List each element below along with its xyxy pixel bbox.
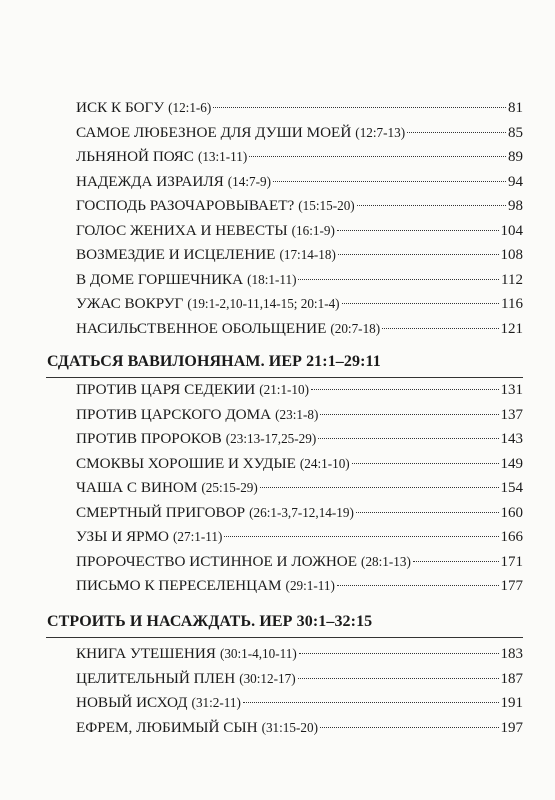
entry-title: ПИСЬМО К ПЕРЕСЕЛЕНЦАМ xyxy=(76,577,282,594)
dot-leader xyxy=(213,107,506,108)
entry-title: ВОЗМЕЗДИЕ И ИСЦЕЛЕНИЕ xyxy=(76,246,276,263)
toc-entry xyxy=(76,427,523,452)
toc-entry xyxy=(76,667,523,692)
entry-page-number: 154 xyxy=(500,480,523,496)
section-heading: СДАТЬСЯ ВАВИЛОНЯНАМ. ИЕР 21:1–29:11 xyxy=(47,353,381,370)
entry-reference: (27:1-11) xyxy=(173,529,223,544)
entry-reference: (23:13-17,25-29) xyxy=(225,431,317,446)
entry-reference: (26:1-3,7-12,14-19) xyxy=(249,504,354,520)
entry-title: УЗЫ И ЯРМО xyxy=(76,528,170,545)
entry-title: НАСИЛЬСТВЕННОЕ ОБОЛЬЩЕНИЕ xyxy=(76,319,327,337)
dot-leader xyxy=(356,512,499,513)
toc-entries-group-2 xyxy=(76,378,523,599)
entry-reference: (23:1-8) xyxy=(275,406,319,422)
dot-leader xyxy=(260,487,499,488)
toc-entry xyxy=(76,194,523,219)
dot-leader xyxy=(273,181,506,182)
entry-page-number: 89 xyxy=(508,149,523,165)
entry-reference: (31:2-11) xyxy=(191,695,241,710)
dot-leader xyxy=(243,702,499,703)
dot-leader xyxy=(320,727,499,728)
toc-entry xyxy=(76,452,523,477)
dot-leader xyxy=(357,205,506,206)
dot-leader xyxy=(249,156,506,157)
entry-title: ЧАША С ВИНОМ xyxy=(76,479,198,496)
entry-reference: (20:7-18) xyxy=(330,320,381,336)
entry-reference: (31:15-20) xyxy=(261,719,318,735)
entry-reference: (14:7-9) xyxy=(227,173,271,189)
section-divider xyxy=(46,637,523,638)
entry-page-number: 121 xyxy=(500,320,523,337)
entry-title: СМЕРТНЫЙ ПРИГОВОР xyxy=(76,503,246,521)
toc-entry xyxy=(76,268,523,293)
entry-reference: (24:1-10) xyxy=(299,455,350,471)
dot-leader xyxy=(342,303,499,304)
entry-title: УЖАС ВОКРУГ xyxy=(76,295,184,312)
entry-reference: (15:15-20) xyxy=(298,198,355,213)
entry-page-number: 116 xyxy=(501,296,523,312)
toc-entries-group-1 xyxy=(76,96,523,341)
entry-title: НАДЕЖДА ИЗРАИЛЯ xyxy=(76,172,224,190)
toc-entry xyxy=(76,501,523,526)
entry-page-number: 104 xyxy=(500,222,523,239)
dot-leader xyxy=(352,463,499,464)
dot-leader xyxy=(299,653,499,654)
toc-entry xyxy=(76,476,523,501)
entry-page-number: 112 xyxy=(501,271,523,288)
entry-reference: (29:1-11) xyxy=(285,578,335,593)
toc-entry xyxy=(76,243,523,268)
entry-page-number: 143 xyxy=(500,431,523,447)
toc-entry xyxy=(76,550,523,575)
toc-entry xyxy=(76,403,523,428)
entry-page-number: 137 xyxy=(500,406,523,423)
entry-page-number: 108 xyxy=(500,247,523,263)
entry-title: ЦЕЛИТЕЛЬНЫЙ ПЛЕН xyxy=(76,669,236,687)
entry-reference: (12:1-6) xyxy=(168,100,212,115)
entry-page-number: 177 xyxy=(500,578,523,594)
toc-entry xyxy=(76,378,523,403)
entry-reference: (12:7-13) xyxy=(355,124,406,140)
entry-reference: (18:1-11) xyxy=(247,271,297,287)
toc-entry xyxy=(76,642,523,667)
entry-title: В ДОМЕ ГОРШЕЧНИКА xyxy=(76,270,244,288)
entry-title: СМОКВЫ ХОРОШИЕ И ХУДЫЕ xyxy=(76,454,296,472)
entry-title: ПРОТИВ ЦАРСКОГО ДОМА xyxy=(76,405,272,423)
entry-page-number: 171 xyxy=(500,553,523,570)
entry-page-number: 149 xyxy=(500,455,523,472)
entry-title: ПРОТИВ ПРОРОКОВ xyxy=(76,430,222,447)
section-heading: СТРОИТЬ И НАСАЖДАТЬ. ИЕР 30:1–32:15 xyxy=(47,613,373,630)
entry-reference: (16:1-9) xyxy=(291,222,335,238)
toc-entry xyxy=(76,96,523,121)
entry-page-number: 81 xyxy=(508,100,523,116)
entry-reference: (25:15-29) xyxy=(201,480,258,495)
entry-reference: (30:1-4,10-11) xyxy=(219,646,297,661)
entry-page-number: 160 xyxy=(500,504,523,521)
toc-entries-group-3 xyxy=(76,642,523,740)
toc-entry xyxy=(76,219,523,244)
dot-leader xyxy=(337,585,499,586)
entry-title: ПРОРОЧЕСТВО ИСТИННОЕ И ЛОЖНОЕ xyxy=(76,552,358,570)
entry-page-number: 183 xyxy=(500,646,523,662)
entry-title: ГОЛОС ЖЕНИХА И НЕВЕСТЫ xyxy=(76,221,288,239)
entry-page-number: 98 xyxy=(508,198,523,214)
entry-reference: (28:1-13) xyxy=(361,553,411,569)
dot-leader xyxy=(407,132,506,133)
toc-entry xyxy=(76,317,523,342)
dot-leader xyxy=(318,438,498,439)
toc-entry xyxy=(76,145,523,170)
entry-title: САМОЕ ЛЮБЕЗНОЕ ДЛЯ ДУШИ МОЕЙ xyxy=(76,123,352,141)
entry-page-number: 187 xyxy=(500,670,523,687)
entry-page-number: 166 xyxy=(500,529,523,545)
dot-leader xyxy=(298,678,499,679)
entry-title: ЛЬНЯНОЙ ПОЯС xyxy=(76,148,194,165)
entry-title: ПРОТИВ ЦАРЯ СЕДЕКИИ xyxy=(76,381,256,398)
dot-leader xyxy=(224,536,498,537)
entry-title: ИСК К БОГУ xyxy=(76,99,165,116)
entry-title: КНИГА УТЕШЕНИЯ xyxy=(76,645,216,662)
toc-entry xyxy=(76,525,523,550)
entry-page-number: 197 xyxy=(500,719,523,736)
entry-page-number: 94 xyxy=(508,173,523,190)
entry-page-number: 191 xyxy=(500,695,523,711)
dot-leader xyxy=(413,561,499,562)
toc-entry xyxy=(76,574,523,599)
entry-reference: (21:1-10) xyxy=(259,382,310,397)
toc-entry xyxy=(76,170,523,195)
entry-reference: (13:1-11) xyxy=(197,149,248,164)
toc-entry xyxy=(76,292,523,317)
dot-leader xyxy=(311,389,498,390)
entry-reference: (19:1-2,10-11,14-15; 20:1-4) xyxy=(187,296,340,311)
entry-title: НОВЫЙ ИСХОД xyxy=(76,694,188,711)
entry-page-number: 131 xyxy=(500,382,523,398)
dot-leader xyxy=(320,414,498,415)
entry-page-number: 85 xyxy=(508,124,523,141)
entry-title: ГОСПОДЬ РАЗОЧАРОВЫВАЕТ? xyxy=(76,197,295,214)
entry-reference: (30:12-17) xyxy=(239,670,296,686)
toc-entry xyxy=(76,121,523,146)
dot-leader xyxy=(338,254,499,255)
dot-leader xyxy=(298,279,499,280)
dot-leader xyxy=(337,230,499,231)
toc-entry xyxy=(76,716,523,741)
entry-reference: (17:14-18) xyxy=(279,247,336,262)
dot-leader xyxy=(382,328,498,329)
toc-entry xyxy=(76,691,523,716)
entry-title: ЕФРЕМ, ЛЮБИМЫЙ СЫН xyxy=(76,718,258,736)
